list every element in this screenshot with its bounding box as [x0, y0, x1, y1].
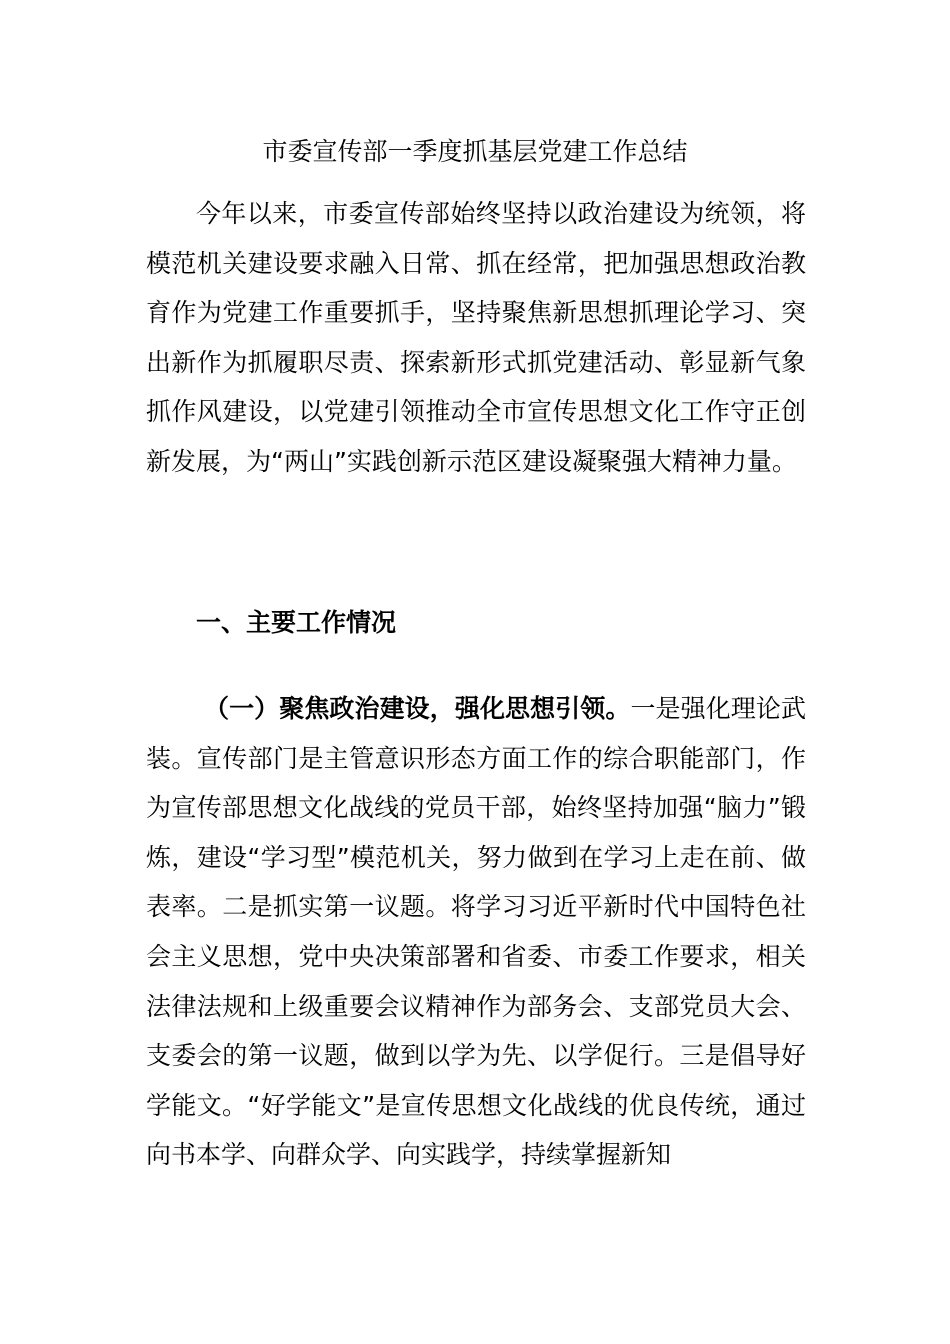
paragraph-body-text: 一是强化理论武装。宣传部门是主管意识形态方面工作的综合职能部门，作为宣传部思想文化战线的党员干部，始终坚持加强“脑力”锻炼，建设“学习型”模范机关，努力做到在学习上走在前、做表率。二是抓实第一议题。将学习习近平新时代中国特色社会主义思想，党中央决策部署和省委、市委工作要求，相关法律法规和上级重要会议精神作为部务会、支部党员大会、支委会的第一议题，做到以学为先、以学促行。三是倡导好学能文。“好学能文”是宣传思想文化战线的优良传统，通过向书本学、向群众学、向实践学，持续掌握新知	[146, 694, 806, 1170]
section-paragraph-political-building	[146, 684, 806, 1180]
intro-paragraph: 今年以来，市委宣传部始终坚持以政治建设为统领，将模范机关建设要求融入日常、抓在经常，把加强思想政治教育作为党建工作重要抓手，坚持聚焦新思想抓理论学习、突出新作为抓履职尽责、探索新形式抓党建活动、彰显新气象抓作风建设，以党建引领推动全市宣传思想文化工作守正创新发展，为“两山”实践创新示范区建设凝聚强大精神力量。	[146, 199, 806, 476]
section-heading-main-work: 一、主要工作情况	[196, 608, 397, 637]
paragraph-lead-heading: （一）聚焦政治建设，强化思想引领。	[204, 694, 631, 723]
document-title: 市委宣传部一季度抓基层党建工作总结	[262, 137, 688, 166]
